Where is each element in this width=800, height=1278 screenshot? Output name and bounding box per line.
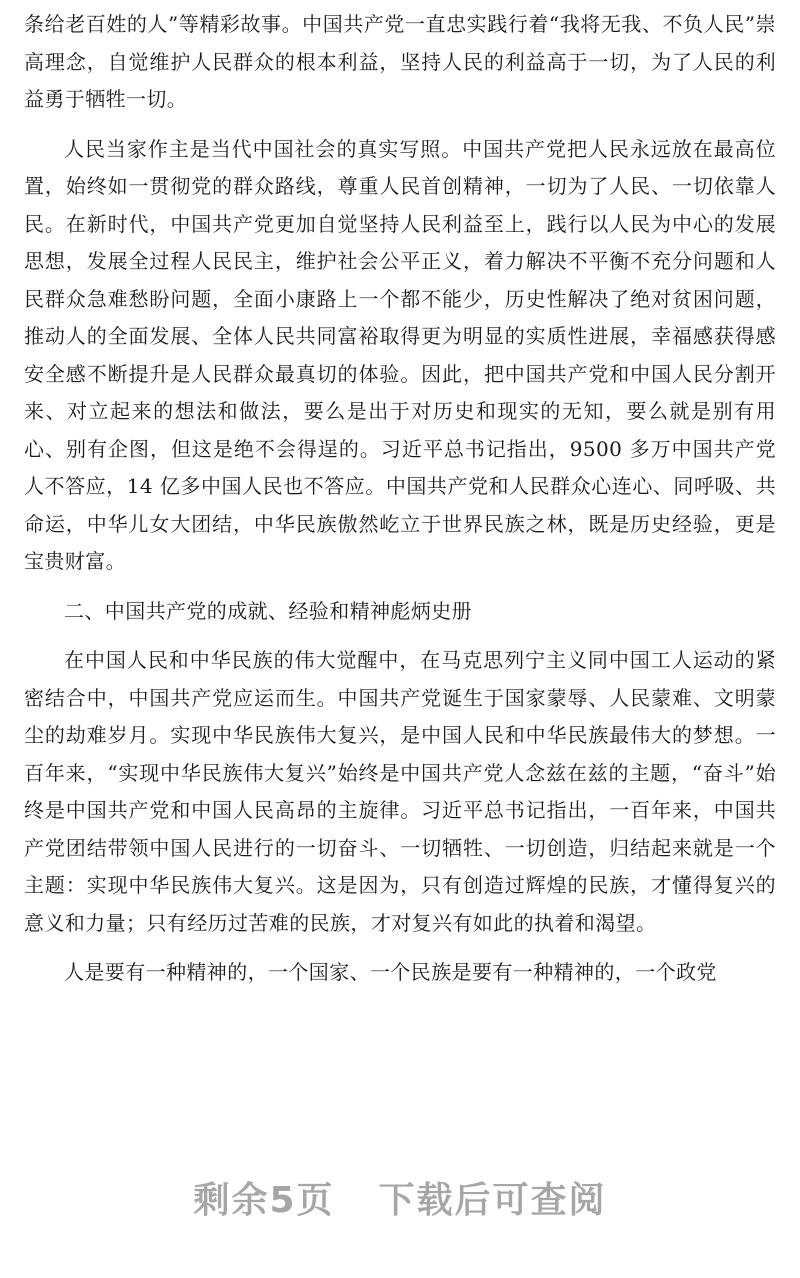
paragraph-spacer	[24, 630, 776, 642]
download-hint-label: 下载后可查阅	[378, 1180, 607, 1221]
paragraph-spacer	[24, 581, 776, 593]
section-heading: 二、中国共产党的成就、经验和精神彪炳史册	[64, 598, 472, 623]
document-body	[24, 6, 776, 992]
paragraph-spirit: 人是要有一种精神的，一个国家、一个民族是要有一种精神的，一个政党	[64, 960, 717, 984]
paragraph-people-masters: 人民当家作主是当代中国社会的真实写照。中国共产党把人民永远放在最高位置，始终如一贯彻党的群众路线，尊重人民首创精神，一切为了人民、一切依靠人民。在新时代，中国共产党更加自觉坚持人民利益至上，践行以人民为中心的发展思想，发展全过程人民民主，维护社会公平正义，着力解决不平衡不充分问题和人民群众急难愁盼问题，全面小康路上一个都不能少，历史性解决了绝对贫困问题，推动人的全面发展、全体人民共同富裕取得更为明显的实质性进展，幸福感获得感安全感不断提升是人民群众最真切的体验。因此，把中国共产党和中国人民分割开来、对立起来的想法和做法，要么是出于对历史和现实的无知，要么就是别有用心、别有企图，但这是绝不会得逞的。习近平总书记指出，9500 多万中国共产党人不答应，14 亿多中国人民也不答应。中国共产党和人民群众心连心、同呼吸、共命运，中华儿女大团结，中华民族傲然屹立于世界民族之林，既是历史经验，更是宝贵财富。	[24, 136, 776, 573]
download-prompt[interactable]	[0, 1172, 800, 1223]
remaining-pages-label: 剩余5页	[193, 1180, 335, 1221]
paragraph-continuation: 条给老百姓的人”等精彩故事。中国共产党一直忠实践行着“我将无我、不负人民”崇高理念，自觉维护人民群众的根本利益，坚持人民的利益高于一切，为了人民的利益勇于牺牲一切。	[24, 12, 776, 111]
paragraph-spacer	[24, 942, 776, 954]
paragraph-great-awakening: 在中国人民和中华民族的伟大觉醒中，在马克思列宁主义同中国工人运动的紧密结合中，中国共产党应运而生。中国共产党诞生于国家蒙辱、人民蒙难、文明蒙尘的劫难岁月。实现中华民族伟大复兴，是中国人民和中华民族最伟大的梦想。一百年来，“实现中华民族伟大复兴”始终是中国共产党人念兹在兹的主题，“奋斗”始终是中国共产党和中国人民高昂的主旋律。习近平总书记指出，一百年来，中国共产党团结带领中国人民进行的一切奋斗、一切牺牲、一切创造，归结起来就是一个主题：实现中华民族伟大复兴。这是因为，只有创造过辉煌的民族，才懂得复兴的意义和力量；只有经历过苦难的民族，才对复兴有如此的执着和渴望。	[24, 648, 776, 935]
paragraph-spacer	[24, 119, 776, 131]
